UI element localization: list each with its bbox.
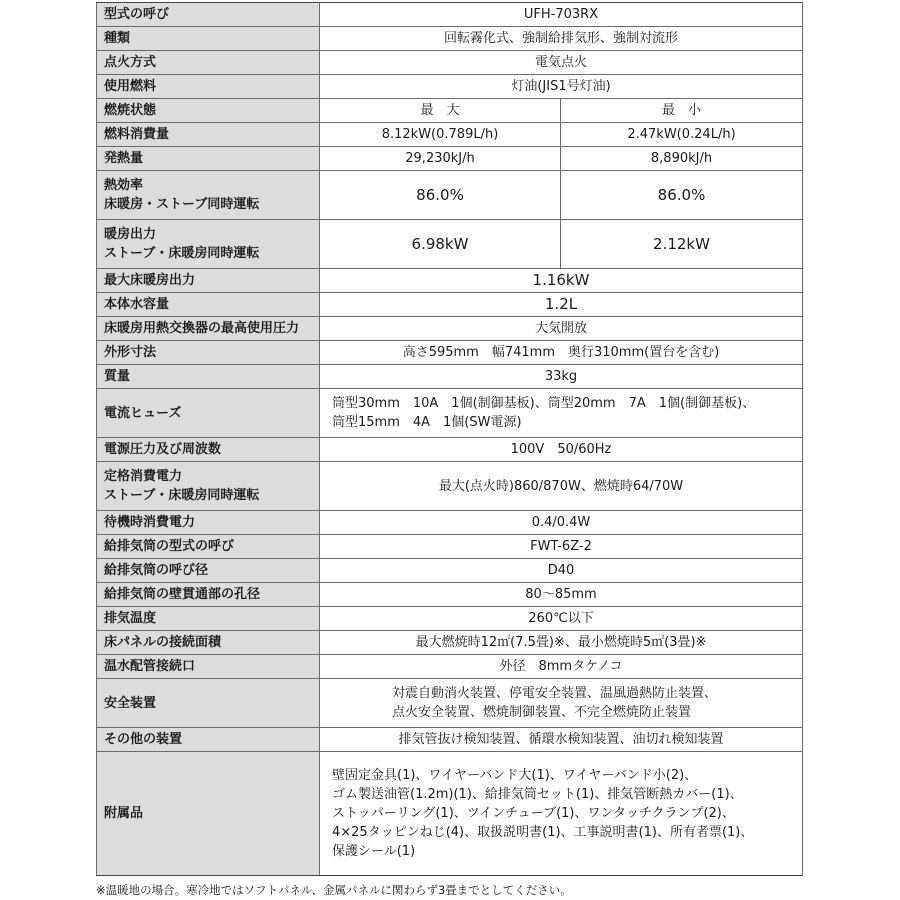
table-row — [97, 27, 803, 51]
row-value: 大気開放 — [320, 317, 803, 341]
row-value: 80〜85mm — [320, 583, 803, 607]
row-label: 点火方式 — [97, 51, 320, 75]
row-label: 待機時消費電力 — [97, 511, 320, 535]
row-value: 100V 50/60Hz — [320, 438, 803, 462]
row-value-line: ゴム製送油管(1.2m)(1)、給排気筒セット(1)、排気管断熱カバー(1)、 — [332, 787, 743, 802]
row-value: D40 — [320, 559, 803, 583]
row-label: 電源圧力及び周波数 — [97, 438, 320, 462]
row-value: 33kg — [320, 365, 803, 389]
row-value-line: 対震自動消火装置、停電安全装置、温風過熱防止装置、 — [392, 686, 718, 701]
row-label: 本体水容量 — [97, 293, 320, 317]
row-label: 温水配管接続口 — [97, 655, 320, 679]
row-label: 最大床暖房出力 — [97, 269, 320, 293]
row-value: 灯油(JIS1号灯油) — [320, 75, 803, 99]
table-row — [97, 293, 803, 317]
table-row — [97, 171, 803, 220]
table-row — [97, 462, 803, 511]
row-label: 排気温度 — [97, 607, 320, 631]
row-label: 安全装置 — [97, 679, 320, 728]
table-row — [97, 389, 803, 438]
row-label: 電流ヒューズ — [97, 389, 320, 438]
row-label-line: 熱効率 — [104, 178, 144, 193]
row-value-line: 4×25タッピンねじ(4)、取扱説明書(1)、工事説明書(1)、所有者票(1)、 — [332, 825, 754, 840]
table-row — [97, 317, 803, 341]
row-value-line: 壁固定金具(1)、ワイヤーバンド大(1)、ワイヤーバンド小(2)、 — [332, 768, 698, 783]
row-label: 床パネルの接続面積 — [97, 631, 320, 655]
table-row — [97, 341, 803, 365]
row-value: FWT-6Z-2 — [320, 535, 803, 559]
row-label: 燃焼状態 — [97, 99, 320, 123]
row-value: 電気点火 — [320, 51, 803, 75]
row-label: 質量 — [97, 365, 320, 389]
min-value: 8,890kJ/h — [561, 147, 803, 171]
row-value: 外径 8mmタケノコ — [320, 655, 803, 679]
row-value — [320, 389, 803, 438]
min-value: 86.0% — [561, 171, 803, 220]
row-value: 1.16kW — [320, 269, 803, 293]
table-row — [97, 752, 803, 876]
row-value-line: 点火安全装置、燃焼制御装置、不完全燃焼防止装置 — [392, 705, 692, 720]
table-row — [97, 607, 803, 631]
table-row — [97, 583, 803, 607]
max-value: 最 大 — [320, 99, 561, 123]
row-value: 1.2L — [320, 293, 803, 317]
table-row — [97, 438, 803, 462]
row-label — [97, 171, 320, 220]
row-value-line: 保護シール(1) — [332, 844, 416, 859]
row-value — [320, 679, 803, 728]
row-label-line: 床暖房・ストーブ同時運転 — [104, 197, 260, 212]
row-value: UFH-703RX — [320, 3, 803, 27]
table-row — [97, 269, 803, 293]
row-label: 給排気筒の壁貫通部の孔径 — [97, 583, 320, 607]
table-row — [97, 511, 803, 535]
max-value: 8.12kW(0.789L/h) — [320, 123, 561, 147]
max-value: 29,230kJ/h — [320, 147, 561, 171]
row-value: 回転霧化式、強制給排気形、強制対流形 — [320, 27, 803, 51]
table-row — [97, 365, 803, 389]
row-label: 給排気筒の型式の呼び — [97, 535, 320, 559]
table-row — [97, 728, 803, 752]
row-value: 排気管抜け検知装置、循環水検知装置、油切れ検知装置 — [320, 728, 803, 752]
table-row — [97, 123, 803, 147]
table-row — [97, 51, 803, 75]
max-value: 6.98kW — [320, 220, 561, 269]
row-value: 高さ595mm 幅741mm 奥行310mm(置台を含む) — [320, 341, 803, 365]
row-value: 260℃以下 — [320, 607, 803, 631]
min-value: 2.12kW — [561, 220, 803, 269]
row-label: 燃料消費量 — [97, 123, 320, 147]
row-value: 0.4/0.4W — [320, 511, 803, 535]
row-value-line: 筒型15mm 4A 1個(SW電源) — [332, 415, 522, 430]
row-label-line: ストーブ・床暖房同時運転 — [104, 488, 260, 503]
row-value — [320, 752, 803, 876]
row-label: その他の装置 — [97, 728, 320, 752]
table-row — [97, 75, 803, 99]
row-label: 型式の呼び — [97, 3, 320, 27]
row-label-line: ストーブ・床暖房同時運転 — [104, 246, 260, 261]
row-label: 使用燃料 — [97, 75, 320, 99]
table-row — [97, 535, 803, 559]
row-label — [97, 220, 320, 269]
row-value: 最大(点火時)860/870W、燃焼時64/70W — [320, 462, 803, 511]
row-label: 外形寸法 — [97, 341, 320, 365]
row-label: 給排気筒の呼び径 — [97, 559, 320, 583]
row-value-line: 筒型30mm 10A 1個(制御基板)、筒型20mm 7A 1個(制御基板)、 — [332, 396, 756, 411]
table-row — [97, 559, 803, 583]
row-label-line: 定格消費電力 — [104, 469, 183, 484]
table-row — [97, 655, 803, 679]
row-label — [97, 462, 320, 511]
min-value: 2.47kW(0.24L/h) — [561, 123, 803, 147]
table-row — [97, 679, 803, 728]
row-label: 附属品 — [97, 752, 320, 876]
row-value-line: ストッパーリング(1)、ツインチューブ(1)、ワンタッチクランプ(2)、 — [332, 806, 735, 821]
footnote: ※温暖地の場合。寒冷地ではソフトパネル、金属パネルに関わらず3畳までとしてください。 — [96, 883, 572, 897]
table-row — [97, 147, 803, 171]
spec-table — [96, 2, 803, 876]
min-value: 最 小 — [561, 99, 803, 123]
row-label: 発熱量 — [97, 147, 320, 171]
row-label-line: 暖房出力 — [104, 227, 157, 242]
row-label: 床暖房用熱交換器の最高使用圧力 — [97, 317, 320, 341]
row-label: 種類 — [97, 27, 320, 51]
table-row — [97, 220, 803, 269]
row-value: 最大燃焼時12㎡(7.5畳)※、最小燃焼時5㎡(3畳)※ — [320, 631, 803, 655]
table-row — [97, 3, 803, 27]
table-row — [97, 631, 803, 655]
table-row — [97, 99, 803, 123]
max-value: 86.0% — [320, 171, 561, 220]
